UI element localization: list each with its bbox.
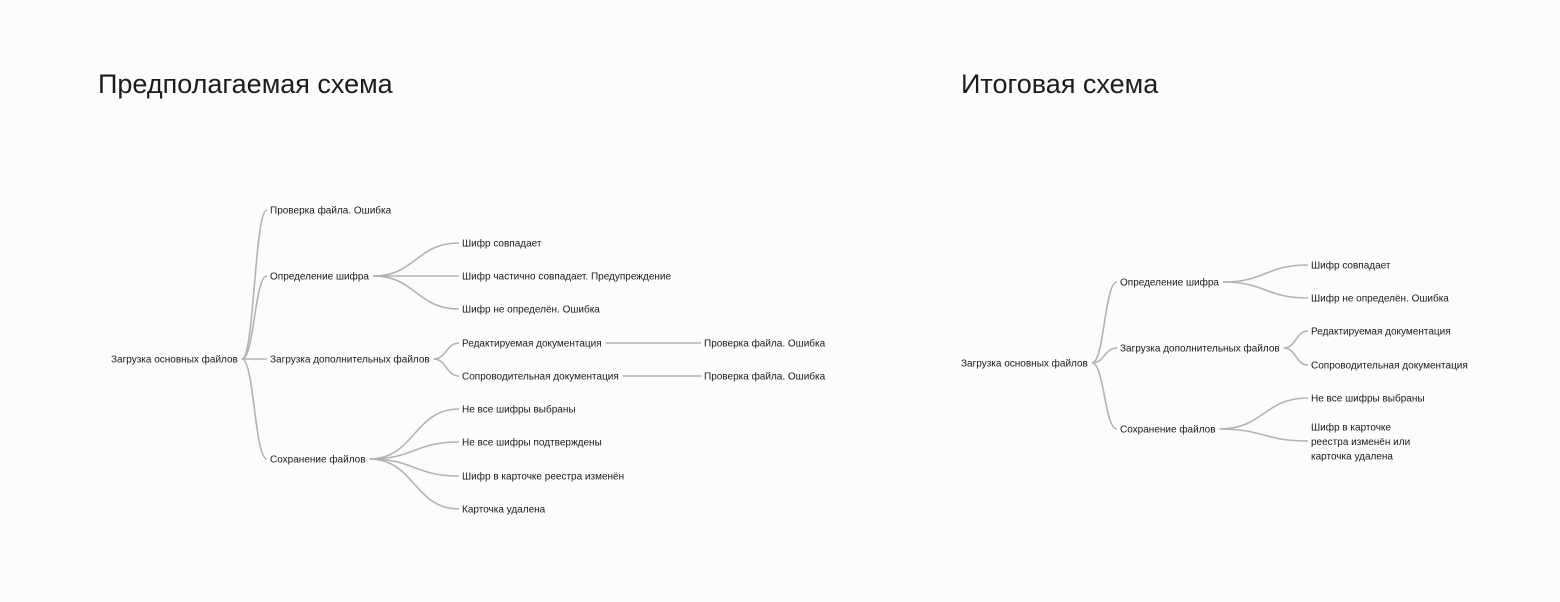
edge-branch-leaf: [370, 409, 459, 459]
leaf-node: Не все шифры подтверждены: [462, 437, 602, 449]
edge-root-branch: [1092, 363, 1117, 429]
branch-node: Определение шифра: [270, 271, 369, 283]
edge-branch-leaf: [1223, 282, 1308, 298]
leaf-node: Редактируемая документация: [1311, 326, 1451, 338]
edge-branch-leaf: [1220, 429, 1308, 441]
branch-node: Сохранение файлов: [1120, 424, 1216, 436]
leaf-node: Шифр в карточке реестра изменён: [462, 471, 625, 483]
leaf-node: Карточка удалена: [462, 504, 546, 516]
edge-branch-leaf: [1223, 265, 1308, 282]
edge-branch-leaf: [370, 459, 459, 509]
leaf-node: Сопроводительная документация: [1311, 360, 1468, 372]
edge-branch-leaf: [1284, 348, 1308, 365]
leaf-node-line: карточка удалена: [1311, 451, 1393, 463]
leaf-node: Сопроводительная документация: [462, 371, 619, 383]
root-node: Загрузка основных файлов: [111, 354, 238, 366]
leaf-node: Шифр совпадает: [1311, 260, 1391, 272]
sub-leaf-node: Проверка файла. Ошибка: [704, 371, 826, 383]
branch-node: Загрузка дополнительных файлов: [270, 354, 430, 366]
branch-node: Проверка файла. Ошибка: [270, 205, 392, 217]
edge-branch-leaf: [373, 276, 459, 309]
branch-node: Загрузка дополнительных файлов: [1120, 343, 1280, 355]
root-node: Загрузка основных файлов: [961, 358, 1088, 370]
edge-branch-leaf: [1284, 331, 1308, 348]
leaf-node: Не все шифры выбраны: [462, 404, 576, 416]
leaf-node: Не все шифры выбраны: [1311, 393, 1425, 405]
edge-root-branch: [1092, 282, 1117, 363]
sub-leaf-node: Проверка файла. Ошибка: [704, 338, 826, 350]
title-proposed-scheme: Предполагаемая схема: [98, 69, 393, 99]
leaf-node: Шифр не определён. Ошибка: [1311, 293, 1449, 305]
leaf-node: Редактируемая документация: [462, 338, 602, 350]
title-final-scheme: Итоговая схема: [961, 69, 1159, 99]
leaf-node: Шифр не определён. Ошибка: [462, 304, 600, 316]
edge-branch-leaf: [434, 359, 459, 376]
branch-node: Определение шифра: [1120, 277, 1219, 289]
edge-root-branch: [242, 359, 267, 459]
edge-root-branch: [242, 210, 267, 359]
edge-branch-leaf: [373, 243, 459, 276]
leaf-node: Шифр частично совпадает. Предупреждение: [462, 271, 672, 283]
edge-branch-leaf: [434, 343, 459, 359]
leaf-node: Шифр совпадает: [462, 238, 542, 250]
leaf-node: [1311, 422, 1410, 463]
leaf-node-line: реестра изменён или: [1311, 437, 1411, 448]
branch-node: Сохранение файлов: [270, 454, 366, 466]
leaf-node-line: Шифр в карточке: [1311, 422, 1391, 434]
edge-branch-leaf: [1220, 398, 1308, 429]
